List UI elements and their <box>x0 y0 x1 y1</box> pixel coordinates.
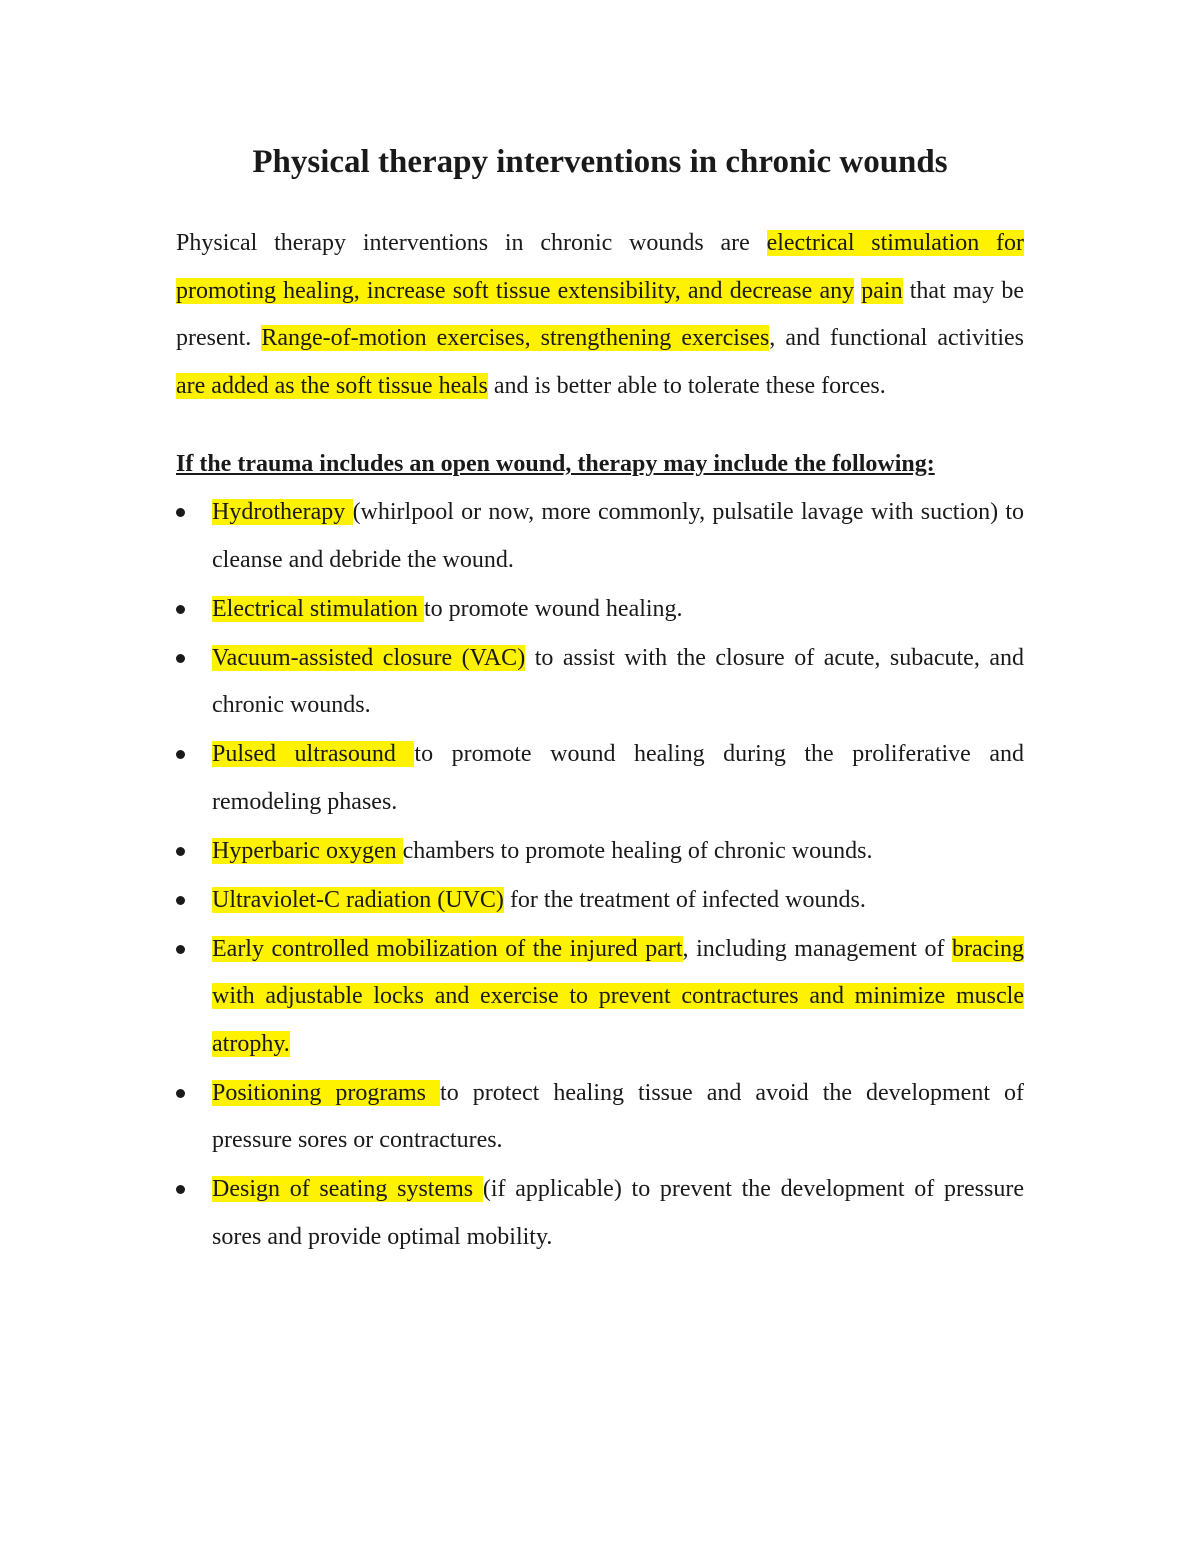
list-item-highlight: Early controlled mobilization of the injured part <box>212 935 683 962</box>
list-item <box>176 926 1024 1069</box>
intro-text: and is better able to tolerate these forces. <box>487 372 886 399</box>
bullet-icon <box>176 508 185 517</box>
list-item-highlight: Electrical stimulation <box>212 595 424 622</box>
intro-highlight: pain <box>861 277 903 304</box>
bullet-icon <box>176 945 185 954</box>
section-subheading: If the trauma includes an open wound, therapy may include the following: <box>176 451 935 477</box>
list-item <box>176 1070 1024 1165</box>
list-item-text: chambers to promote healing of chronic wounds. <box>402 837 873 864</box>
list-item-highlight: Positioning programs <box>212 1079 441 1106</box>
document-title: Physical therapy interventions in chronic wounds <box>252 144 948 180</box>
list-item-highlight: Hyperbaric oxygen <box>212 837 403 864</box>
bullet-icon <box>176 654 185 663</box>
list-item-highlight: Hydrotherapy <box>212 499 353 525</box>
list-item <box>176 877 1024 925</box>
intro-paragraph <box>176 220 1024 410</box>
intro-text: that may be present. <box>176 277 1024 351</box>
list-item <box>176 1166 1024 1261</box>
list-item-highlight: Design of seating systems <box>212 1176 483 1202</box>
bullet-icon <box>176 605 185 614</box>
intro-highlight: are added as the soft tissue heals <box>176 372 488 399</box>
list-item-text: for the treatment of infected wounds. <box>503 886 866 913</box>
list-item <box>176 828 1024 876</box>
intro-highlight: electrical stimulation for promoting healing, increase soft tissue extensibility, and decrease <box>176 230 1025 304</box>
bullet-icon <box>176 896 185 905</box>
list-item-text: (whirlpool or now, more commonly, pulsatile lavage with suction) to cleanse and debride the wound. <box>212 499 1025 573</box>
list-item-text: to promote wound healing. <box>423 595 683 622</box>
list-item <box>176 586 1024 634</box>
bullet-icon <box>176 1185 185 1194</box>
intro-text: Physical therapy interventions in chronic wounds are <box>176 230 767 256</box>
intro-text: , and functional activities <box>769 325 1024 351</box>
bullet-icon <box>176 1089 185 1098</box>
therapy-list <box>176 489 1024 1261</box>
list-item-highlight: Vacuum-assisted closure (VAC) <box>212 644 526 671</box>
list-item-text: (if applicable) to prevent the development of pressure sores and provide optimal mobility. <box>212 1176 1024 1250</box>
list-item <box>176 731 1024 826</box>
list-item-text: to assist with the closure of acute, subacute, and chronic wounds. <box>212 644 1024 718</box>
document-body <box>176 220 1024 1263</box>
list-item-highlight: bracing with adjustable locks and exercise to prevent contractures and minimize muscle atrophy. <box>212 935 1024 1057</box>
list-item-text: to protect healing tissue and avoid the development of pressure sores or contractures. <box>212 1079 1024 1153</box>
list-item-highlight: Ultraviolet-C radiation (UVC) <box>212 886 504 913</box>
bullet-icon <box>176 847 185 856</box>
list-item-highlight: Pulsed ultrasound <box>212 741 415 767</box>
intro-highlight: Range-of-motion exercises, strengthening exercises <box>261 325 770 351</box>
list-item-text: , including management of <box>682 935 953 962</box>
list-item-text: to promote wound healing during the proliferative and remodeling phases. <box>212 741 1025 815</box>
intro-highlight: any <box>819 277 855 304</box>
list-item <box>176 489 1024 584</box>
bullet-icon <box>176 750 185 759</box>
list-item <box>176 635 1024 730</box>
